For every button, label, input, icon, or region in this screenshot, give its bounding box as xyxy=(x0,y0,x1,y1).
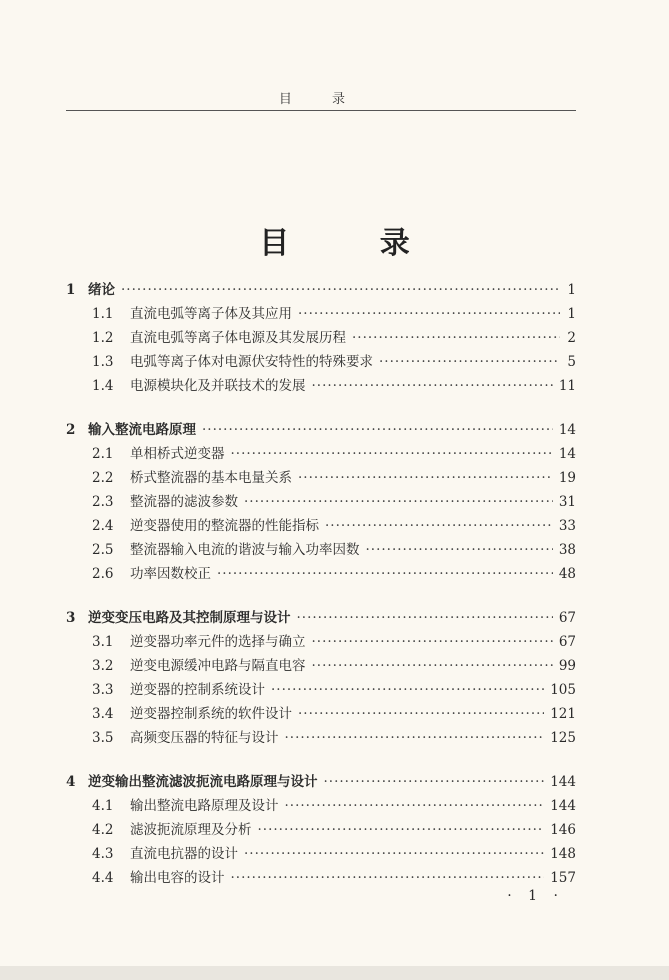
section-title: 整流器的滤波参数 xyxy=(130,494,238,510)
dot-leader xyxy=(271,678,544,702)
running-header xyxy=(66,86,576,111)
dot-leader xyxy=(324,770,545,794)
page-number: 67 xyxy=(558,634,576,650)
section-number: 3.1 xyxy=(92,634,114,650)
section-title: 高频变压器的特征与设计 xyxy=(130,730,279,746)
page-number: 5 xyxy=(567,354,576,370)
dot-leader xyxy=(231,442,553,466)
toc-section-entry[interactable] xyxy=(66,302,576,326)
dot-leader xyxy=(297,606,553,630)
section-title: 逆变器功率元件的选择与确立 xyxy=(130,634,306,650)
toc-section-entry[interactable] xyxy=(66,654,576,678)
page-number: 2 xyxy=(567,330,576,346)
toc-section-entry[interactable] xyxy=(66,842,576,866)
section-title: 电源模块化及并联技术的发展 xyxy=(130,378,306,394)
dot-leader xyxy=(121,278,560,302)
page-number: 14 xyxy=(558,446,576,462)
toc-section-entry[interactable] xyxy=(66,374,576,398)
dot-leader xyxy=(312,630,553,654)
toc-section-entry[interactable] xyxy=(66,514,576,538)
toc-chapter-entry[interactable] xyxy=(66,278,576,302)
dot-leader xyxy=(298,302,560,326)
page-number: 1 xyxy=(567,282,576,298)
page-number: 121 xyxy=(550,706,576,722)
page-number: 99 xyxy=(558,658,576,674)
section-title: 直流电弧等离子体电源及其发展历程 xyxy=(130,330,346,346)
dot-leader xyxy=(312,654,553,678)
section-number: 1.1 xyxy=(92,306,114,322)
toc-section-entry[interactable] xyxy=(66,702,576,726)
page-number: 31 xyxy=(558,494,576,510)
dot-leader xyxy=(379,350,560,374)
page-number: 38 xyxy=(558,542,576,558)
toc-section-entry[interactable] xyxy=(66,490,576,514)
dot-leader xyxy=(202,418,553,442)
section-title: 整流器输入电流的谐波与输入功率因数 xyxy=(130,542,360,558)
section-title: 直流电抗器的设计 xyxy=(130,846,238,862)
chapter-number: 2 xyxy=(66,422,76,438)
page-number: 1 xyxy=(567,306,576,322)
toc-section-entry[interactable] xyxy=(66,466,576,490)
page-number: 33 xyxy=(558,518,576,534)
dot-leader xyxy=(244,490,553,514)
section-number: 2.5 xyxy=(92,542,114,558)
running-header-text: 目 录 xyxy=(278,92,364,107)
toc-section-entry[interactable] xyxy=(66,350,576,374)
section-number: 2.6 xyxy=(92,566,114,582)
toc-chapter-entry[interactable] xyxy=(66,606,576,630)
section-title: 桥式整流器的基本电量关系 xyxy=(130,470,292,486)
toc-section-entry[interactable] xyxy=(66,562,576,586)
dot-leader xyxy=(366,538,553,562)
dot-leader xyxy=(298,466,553,490)
section-number: 4.4 xyxy=(92,870,114,886)
chapter-title: 逆变变压电路及其控制原理与设计 xyxy=(88,610,291,626)
dot-leader xyxy=(285,794,545,818)
section-title: 逆变电源缓冲电路与隔直电容 xyxy=(130,658,306,674)
dot-leader xyxy=(312,374,553,398)
page-number: 14 xyxy=(558,422,576,438)
dot-leader xyxy=(285,726,545,750)
toc-section-entry[interactable] xyxy=(66,818,576,842)
page-number: 11 xyxy=(558,378,576,394)
section-number: 4.1 xyxy=(92,798,114,814)
page-number: 157 xyxy=(550,870,576,886)
section-title: 逆变器使用的整流器的性能指标 xyxy=(130,518,319,534)
chapter-title: 绪论 xyxy=(88,282,115,298)
dot-leader xyxy=(325,514,553,538)
dot-leader xyxy=(298,702,544,726)
section-number: 3.2 xyxy=(92,658,114,674)
dot-leader xyxy=(217,562,553,586)
page-number: 105 xyxy=(550,682,576,698)
page-number: 67 xyxy=(558,610,576,626)
table-of-contents xyxy=(66,278,576,910)
page-number: 148 xyxy=(550,846,576,862)
chapter-number: 3 xyxy=(66,610,76,626)
chapter-title: 输入整流电路原理 xyxy=(88,422,196,438)
section-number: 2.1 xyxy=(92,446,114,462)
section-number: 1.3 xyxy=(92,354,114,370)
toc-chapter-1 xyxy=(66,278,576,398)
toc-chapter-entry[interactable] xyxy=(66,770,576,794)
section-number: 4.3 xyxy=(92,846,114,862)
page-number: 48 xyxy=(558,566,576,582)
toc-chapter-entry[interactable] xyxy=(66,418,576,442)
toc-section-entry[interactable] xyxy=(66,866,576,890)
page-number: 144 xyxy=(550,774,576,790)
toc-chapter-4 xyxy=(66,770,576,890)
section-title: 逆变器的控制系统设计 xyxy=(130,682,265,698)
dot-leader xyxy=(231,866,545,890)
page-number: 146 xyxy=(550,822,576,838)
section-number: 1.2 xyxy=(92,330,114,346)
page-number: 144 xyxy=(550,798,576,814)
section-number: 2.4 xyxy=(92,518,114,534)
toc-chapter-2 xyxy=(66,418,576,586)
toc-chapter-3 xyxy=(66,606,576,750)
dot-leader xyxy=(352,326,560,350)
toc-section-entry[interactable] xyxy=(66,726,576,750)
page-number: 19 xyxy=(558,470,576,486)
chapter-title: 逆变输出整流滤波扼流电路原理与设计 xyxy=(88,774,318,790)
section-number: 3.3 xyxy=(92,682,114,698)
toc-section-entry[interactable] xyxy=(66,794,576,818)
section-title: 输出整流电路原理及设计 xyxy=(130,798,279,814)
section-number: 3.4 xyxy=(92,706,114,722)
footer-page-number: · 1 · xyxy=(507,888,564,904)
section-title: 直流电弧等离子体及其应用 xyxy=(130,306,292,322)
section-number: 3.5 xyxy=(92,730,114,746)
section-title: 输出电容的设计 xyxy=(130,870,225,886)
chapter-number: 4 xyxy=(66,774,76,790)
toc-section-entry[interactable] xyxy=(66,442,576,466)
section-title: 电弧等离子体对电源伏安特性的特殊要求 xyxy=(130,354,373,370)
page-title: 目 录 xyxy=(259,226,450,261)
page-number: 125 xyxy=(550,730,576,746)
toc-section-entry[interactable] xyxy=(66,538,576,562)
section-title: 滤波扼流原理及分析 xyxy=(130,822,252,838)
section-number: 4.2 xyxy=(92,822,114,838)
toc-section-entry[interactable] xyxy=(66,678,576,702)
section-title: 功率因数校正 xyxy=(130,566,211,582)
toc-section-entry[interactable] xyxy=(66,326,576,350)
toc-section-entry[interactable] xyxy=(66,630,576,654)
scan-edge xyxy=(0,966,669,980)
section-title: 单相桥式逆变器 xyxy=(130,446,225,462)
dot-leader xyxy=(258,818,545,842)
section-number: 2.2 xyxy=(92,470,114,486)
section-title: 逆变器控制系统的软件设计 xyxy=(130,706,292,722)
chapter-number: 1 xyxy=(66,282,76,298)
section-number: 1.4 xyxy=(92,378,114,394)
section-number: 2.3 xyxy=(92,494,114,510)
dot-leader xyxy=(244,842,544,866)
